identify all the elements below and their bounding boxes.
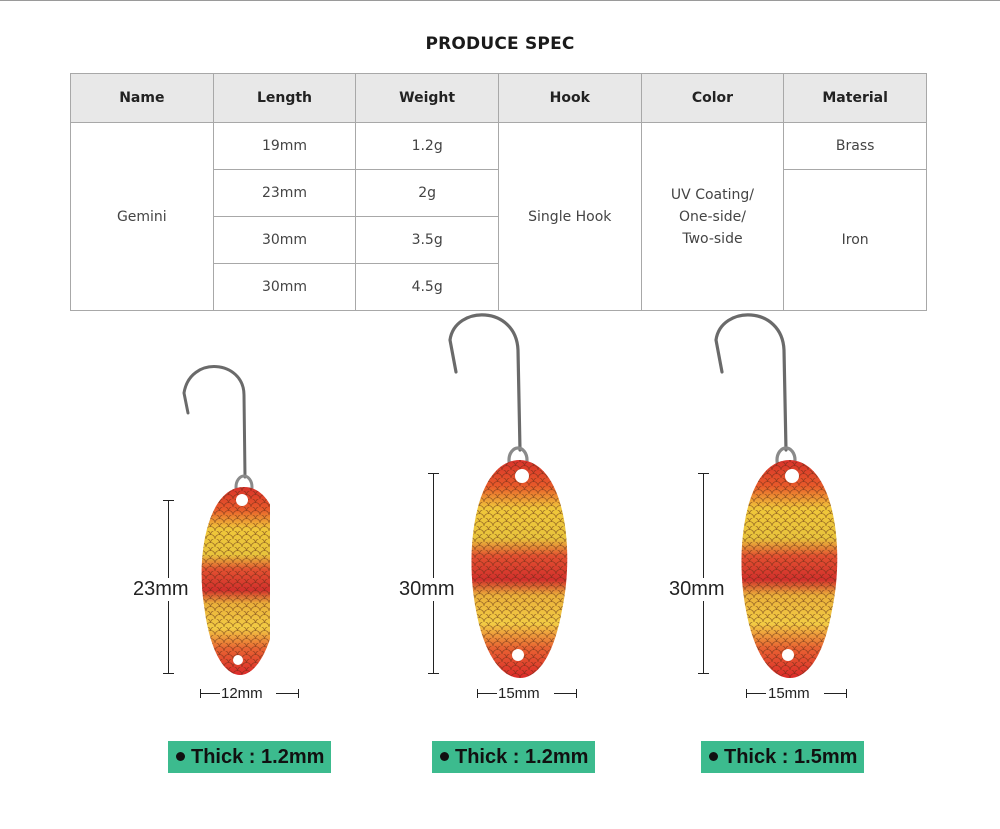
cell-name: Gemini (71, 123, 214, 311)
spoon-lure-image (430, 310, 580, 700)
bullet-dot-icon (176, 752, 185, 761)
bullet-dot-icon (709, 752, 718, 761)
dimension-cap (163, 500, 174, 501)
height-label: 30mm (669, 578, 725, 600)
width-dimension-line (200, 693, 220, 694)
height-label: 30mm (399, 578, 455, 600)
thickness-label: Thick : 1.5mm (724, 746, 858, 768)
cell-weight: 2g (356, 170, 499, 217)
page-title: PRODUCE SPEC (425, 34, 575, 54)
cell-hook: Single Hook (498, 123, 641, 311)
dimension-cap (698, 473, 709, 474)
dimension-cap (576, 689, 577, 698)
width-dimension-line (276, 693, 298, 694)
thickness-badge (432, 741, 595, 773)
thickness-badge (168, 741, 331, 773)
top-divider (0, 0, 1000, 1)
table-row (71, 123, 927, 170)
header-weight: Weight (356, 74, 499, 123)
cell-material: Iron (784, 170, 927, 311)
cell-length: 30mm (213, 264, 356, 311)
thickness-badge (701, 741, 864, 773)
width-dimension-line (477, 693, 497, 694)
cell-length: 30mm (213, 217, 356, 264)
header-color: Color (641, 74, 784, 123)
cell-weight: 1.2g (356, 123, 499, 170)
color-line: Two-side (682, 230, 743, 247)
width-dimension-line (824, 693, 846, 694)
cell-weight: 4.5g (356, 264, 499, 311)
color-line: One-side/ (678, 208, 746, 225)
dimension-cap (428, 473, 439, 474)
hook-icon (450, 315, 520, 450)
table-header-row (71, 74, 927, 123)
bullet-dot-icon (440, 752, 449, 761)
height-label: 23mm (133, 578, 189, 600)
width-label: 12mm (221, 685, 263, 702)
dimension-cap (846, 689, 847, 698)
header-material: Material (784, 74, 927, 123)
hook-icon (184, 367, 245, 477)
cell-length: 19mm (213, 123, 356, 170)
header-name: Name (71, 74, 214, 123)
thickness-label: Thick : 1.2mm (191, 746, 325, 768)
cell-weight: 3.5g (356, 217, 499, 264)
height-dimension-line (433, 473, 434, 673)
dimension-cap (428, 673, 439, 674)
thickness-label: Thick : 1.2mm (455, 746, 589, 768)
dimension-cap (698, 673, 709, 674)
header-length: Length (213, 74, 356, 123)
spoon-lure-image (700, 310, 850, 700)
height-dimension-line (703, 473, 704, 673)
hook-icon (716, 315, 786, 450)
width-label: 15mm (498, 685, 540, 702)
cell-length: 23mm (213, 170, 356, 217)
width-dimension-line (554, 693, 576, 694)
dimension-cap (298, 689, 299, 698)
header-hook: Hook (498, 74, 641, 123)
spoon-lure-image (170, 355, 270, 695)
dimension-cap (163, 673, 174, 674)
cell-color (641, 123, 784, 311)
spec-table (70, 73, 927, 311)
color-line: UV Coating/ (670, 186, 754, 203)
cell-material: Brass (784, 123, 927, 170)
width-label: 15mm (768, 685, 810, 702)
width-dimension-line (746, 693, 766, 694)
